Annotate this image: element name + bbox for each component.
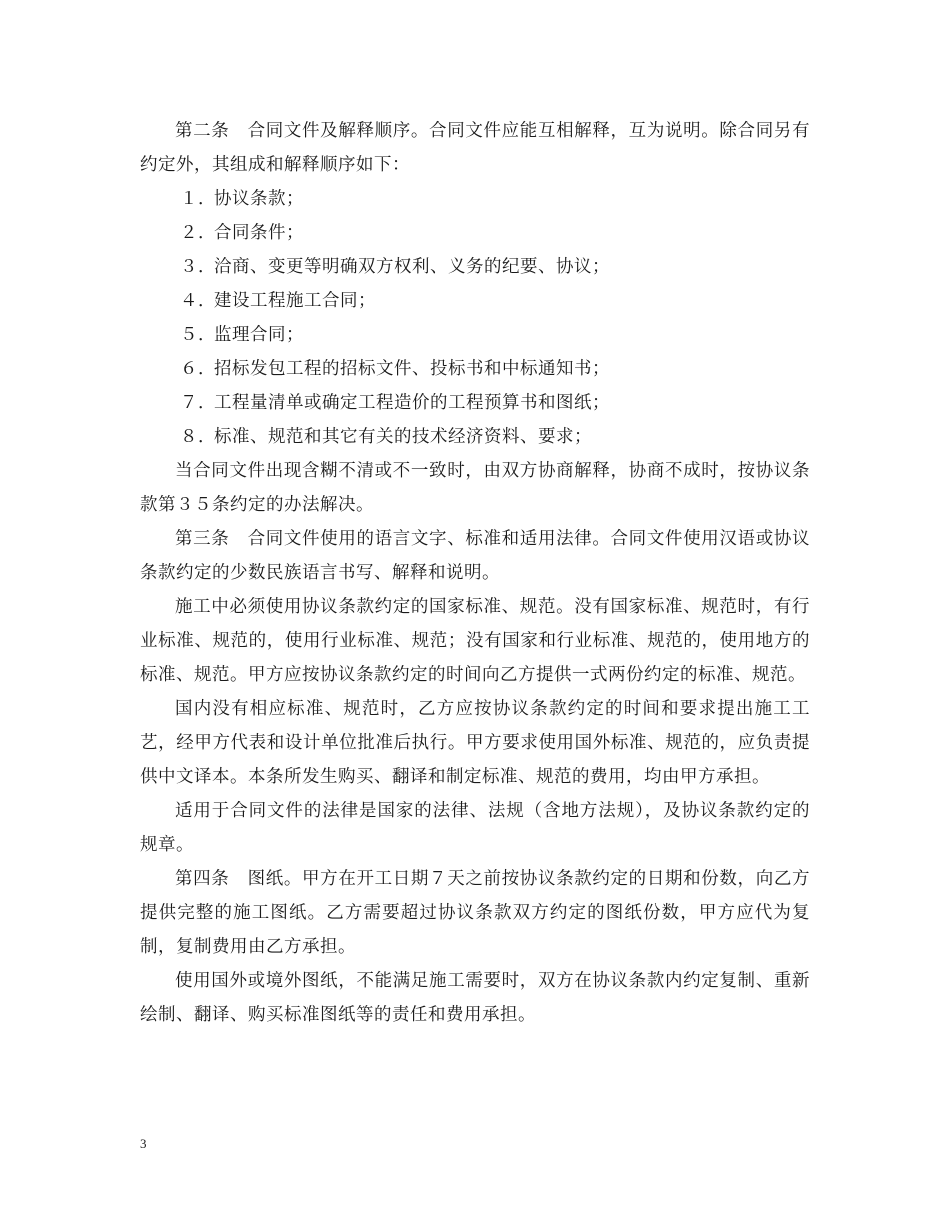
paragraph-article-4: 第四条 图纸。甲方在开工日期７天之前按协议条款约定的日期和份数，向乙方提供完整的施工图纸。乙方需要超过协议条款双方约定的图纸份数，甲方应代为复制，复制费用由乙方承担。 [140,869,810,957]
list-item [140,284,810,318]
list-item-text: 标准、规范和其它有关的技术经济资料、要求； [214,427,592,447]
list-item-number: ７． [180,393,216,413]
paragraph-applicable-law: 适用于合同文件的法律是国家的法律、法规（含地方法规），及协议条款约定的规章。 [140,801,810,855]
list-item [140,216,810,250]
list-item-text: 招标发包工程的招标文件、投标书和中标通知书； [214,359,610,379]
paragraph-ambiguity: 当合同文件出现含糊不清或不一致时，由双方协商解释，协商不成时，按协议条款第３５条约定的办法解决。 [140,461,810,515]
list-item [140,318,810,352]
list-item-number: ６． [180,359,216,379]
list-item-text: 协议条款； [214,189,304,209]
page-number: 3 [140,1136,147,1151]
paragraph-article-2: 第二条 合同文件及解释顺序。合同文件应能互相解释，互为说明。除合同另有约定外，其组成和解释顺序如下： [140,121,810,175]
list-item [140,386,810,420]
list-item-number: ２． [180,223,216,243]
paragraph-foreign-drawings: 使用国外或境外图纸，不能满足施工需要时，双方在协议条款内约定复制、重新绘制、翻译、购买标准图纸等的责任和费用承担。 [140,971,810,1025]
list-item-text: 合同条件； [214,223,304,243]
list-item [140,250,810,284]
list-item-text: 建设工程施工合同； [214,291,376,311]
list-item-text: 洽商、变更等明确双方权利、义务的纪要、协议； [214,257,610,277]
list-item [140,182,810,216]
list-item [140,420,810,454]
list-item-number: ８． [180,427,216,447]
paragraph-foreign-standards: 国内没有相应标准、规范时，乙方应按协议条款约定的时间和要求提出施工工艺，经甲方代表和设计单位批准后执行。甲方要求使用国外标准、规范的，应负责提供中文译本。本条所发生购买、翻译和制定标准、规范的费用，均由甲方承担。 [140,699,810,787]
order-list [140,182,810,454]
list-item-number: １． [180,189,216,209]
list-item-text: 监理合同； [214,325,304,345]
list-item [140,352,810,386]
paragraph-article-3: 第三条 合同文件使用的语言文字、标准和适用法律。合同文件使用汉语或协议条款约定的少数民族语言书写、解释和说明。 [140,529,810,583]
list-item-text: 工程量清单或确定工程造价的工程预算书和图纸； [214,393,610,413]
list-item-number: ３． [180,257,216,277]
list-item-number: ５． [180,325,216,345]
paragraph-standards: 施工中必须使用协议条款约定的国家标准、规范。没有国家标准、规范时，有行业标准、规范的，使用行业标准、规范；没有国家和行业标准、规范的，使用地方的标准、规范。甲方应按协议条款约定的时间向乙方提供一式两份约定的标准、规范。 [140,597,810,685]
list-item-number: ４． [180,291,216,311]
document-body [140,114,810,1032]
